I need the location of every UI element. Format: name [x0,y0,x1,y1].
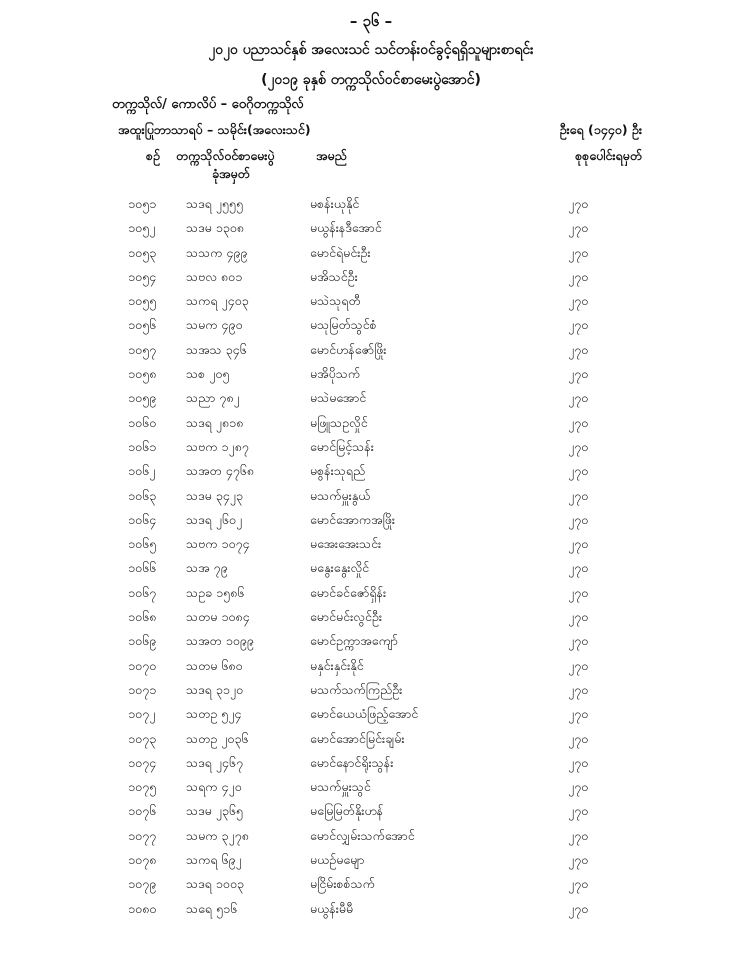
candidate-number-cell: သတမ ၆၈၀ [186,657,243,673]
name-cell: မောင်ဟန်ဇော်ဖြိုး [310,341,387,357]
serial-cell: ၁၀၇၇ [128,827,157,843]
name-cell: မယွန်းနဒီအောင် [310,220,382,236]
name-cell: မောင်ရဲမင်းဦး [310,244,371,260]
candidate-number-cell: သအ ၇၉ [186,560,228,576]
name-cell: မောင်အောကအဖြိုး [310,511,396,527]
name-cell: မသဲမအောင် [310,390,367,406]
marks-cell: ၂၇၀ [568,244,589,260]
serial-cell: ၁၀၅၄ [128,268,157,284]
name-cell: မနွေးနွေးလှိုင် [310,560,370,576]
serial-cell: ၁၀၆၁ [128,438,157,454]
name-cell: မငြိမ်းစစ်သက် [310,876,375,892]
serial-cell: ၁၀၆၅ [128,536,157,552]
serial-cell: ၁၀၆၂ [128,463,156,479]
marks-cell: ၂၇၀ [568,779,589,795]
serial-cell: ၁၀၇၂ [128,706,156,722]
name-column-header: အမည် [316,148,347,163]
table-row [0,678,742,702]
marks-cell: ၂၇၀ [568,463,589,479]
serial-cell: ၁၀၆၀ [128,414,157,430]
marks-cell: ၂၇၀ [568,414,589,430]
marks-cell: ၂၇၀ [568,511,589,527]
candidate-number-cell: သဒမ ၁၃၀၈ [186,220,244,236]
name-cell: မောင်လျှမ်းသက်အောင် [310,827,415,843]
serial-cell: ၁၀၇၈ [128,852,157,868]
marks-cell: ၂၇၀ [568,633,589,649]
name-cell: မောင်နောင်ရိုးသွန်း [310,754,394,770]
table-row [0,775,742,799]
marks-cell: ၂၇၀ [568,341,589,357]
marks-cell: ၂၇၀ [568,730,589,746]
candidate-number-cell: သဒရ ၁၀၀၃ [186,876,244,892]
name-cell: မမြေမြတ်နိုးဟန် [310,803,384,819]
marks-cell: ၂၇၀ [568,220,589,236]
table-row [0,556,742,580]
total-count-header: ဦးရေ (၁၄၄၀) ဦး [559,122,642,137]
serial-cell: ၁၀၆၇ [128,584,157,600]
table-row [0,192,742,216]
table-row [0,848,742,872]
table-row [0,654,742,678]
table-row [0,362,742,386]
serial-cell: ၁၀၅၂ [128,220,156,236]
name-cell: မအေးအေးသင်း [310,536,382,552]
candidate-number-cell: သဗလ ၈၀၁ [186,268,243,284]
candidate-number-column-header-line-2: ခုံအမှတ် [212,166,250,181]
table-row [0,799,742,823]
serial-cell: ၁၀၆၃ [128,487,157,503]
table-row [0,386,742,410]
marks-cell: ၂၇၀ [568,657,589,673]
serial-cell: ၁၀၅၈ [128,366,157,382]
name-cell: မသဲသုရတီ [310,293,361,309]
candidate-number-cell: သတဥ ၂၀၃၆ [186,730,249,746]
name-cell: မစွန်းသုရည် [310,463,366,479]
table-row [0,313,742,337]
name-cell: မဖြူသဥလှိုင် [310,414,368,430]
candidate-number-cell: သဒရ ၂၄၆၇ [186,754,243,770]
candidate-number-cell: သတဥ ၅၂၄ [186,706,242,722]
table-row [0,629,742,653]
serial-cell: ၁၀၇၁ [128,681,157,697]
document-title: ၂၀၂၀ ပညာသင်နှစ် အလေးသင် သင်တန်းဝင်ခွင့်ရရှိသူများစာရင်း [208,42,534,58]
candidate-number-cell: သဥခ ၁၅၈၆ [186,584,245,600]
name-cell: မောင်မင်းလွင်ဦး [310,609,383,625]
table-row [0,532,742,556]
serial-column-header: စဉ် [146,148,160,163]
serial-cell: ၁၀၅၉ [128,390,157,406]
name-cell: မစန်းယုနိုင် [310,196,360,211]
candidate-number-cell: သအတ ၁၀၉၉ [186,633,254,649]
document-subtitle: (၂၀၁၉ ခုနှစ် တက္ကသိုလ်ဝင်စာမေးပွဲအောင်) [261,72,481,88]
serial-cell: ၁၀၅၃ [128,244,157,260]
table-row [0,484,742,508]
marks-cell: ၂၇၀ [568,706,589,722]
serial-cell: ၁၀၈၀ [128,900,157,916]
marks-cell: ၂၇၀ [568,827,589,843]
serial-cell: ၁၀၇၄ [128,754,157,770]
candidate-number-cell: သဒရ ၂၈၁၈ [186,414,244,430]
candidate-number-cell: သဒမ ၂၃၆၅ [186,803,243,819]
candidate-number-cell: သညာ ၇၈၂ [186,390,240,406]
candidate-number-cell: သဗက ၁၂၈၇ [186,438,249,454]
name-cell: မောင်ယေယံဖြည့်အောင် [310,706,419,722]
serial-cell: ၁၀၅၇ [128,341,157,357]
candidate-number-cell: သဒမ ၃၄၂၃ [186,487,243,503]
candidate-number-cell: သသက ၄၉၉ [186,244,248,260]
marks-cell: ၂၇၀ [568,487,589,503]
candidate-number-cell: သတမ ၁၀၈၄ [186,609,250,625]
name-cell: မယွန်းမီမီ [310,900,354,916]
marks-cell: ၂၇၀ [568,584,589,600]
name-cell: မောင်အောင်မြင်းချမ်း [310,730,405,746]
marks-cell: ၂၇၀ [568,900,589,916]
name-cell: မသုမြတ်သွင်စံ [310,317,377,333]
table-row [0,727,742,751]
candidate-number-cell: သရက ၄၂၀ [186,779,242,795]
university-line: တက္ကသိုလ်/ ကောလိပ် – ဝေဂိုတက္ကသိုလ် [112,97,304,112]
table-row [0,216,742,240]
marks-cell: ၂၇၀ [568,609,589,625]
name-cell: မောင်မြင့်သန်း [310,438,374,454]
name-cell: မသက်မှူးနွယ် [310,487,371,503]
candidate-number-cell: သကရ ၆၉၂ [186,852,242,868]
marks-cell: ၂၇၀ [568,438,589,454]
candidate-number-cell: သဒရ ၂၅၅၅ [186,196,243,211]
table-row [0,338,742,362]
table-row [0,508,742,532]
marks-column-header: စုစုပေါင်းရမှတ် [575,148,642,163]
serial-cell: ၁၀၇၉ [128,876,157,892]
serial-cell: ၁၀၆၄ [128,511,157,527]
candidate-number-cell: သမက ၃၂၇၈ [186,827,249,843]
candidate-number-cell: သစ ၂၀၅ [186,366,230,382]
marks-cell: ၂၇၀ [568,268,589,284]
name-cell: မောင်ခင်ဇော်ရှိန်း [310,584,387,600]
table-row [0,265,742,289]
table-row [0,459,742,483]
marks-cell: ၂၇၀ [568,196,589,211]
candidate-number-cell: သကရ ၂၄၀၃ [186,293,249,309]
serial-cell: ၁၀၅၆ [128,317,157,333]
table-row [0,824,742,848]
serial-cell: ၁၀၆၉ [128,633,157,649]
table-row [0,289,742,313]
marks-cell: ၂၇၀ [568,293,589,309]
candidate-number-column-header: တက္ကသိုလ်ဝင်စာမေးပွဲ [176,148,275,163]
major-subject-header: အထူးပြုဘာသာရပ် – သမိုင်း(အလေးသင်) [118,122,311,137]
marks-cell: ၂၇၀ [568,876,589,892]
marks-cell: ၂၇၀ [568,390,589,406]
results-table [0,192,742,921]
candidate-number-cell: သမက ၄၉၀ [186,317,243,333]
table-row [0,702,742,726]
name-cell: မယဉ်မမျော [310,852,365,868]
candidate-number-cell: သအသ ၃၄၆ [186,341,247,357]
table-row [0,411,742,435]
name-cell: မအိပိုသက် [310,366,361,382]
serial-cell: ၁၀၇၅ [128,779,157,795]
table-row [0,435,742,459]
serial-cell: ၁၀၆၈ [128,609,157,625]
marks-cell: ၂၇၀ [568,536,589,552]
name-cell: မောင်ဥက္ကာအကျော် [310,633,398,649]
serial-cell: ၁၀၇၆ [128,803,157,819]
name-cell: မသက်မှူးသွင် [310,779,371,795]
name-cell: မသက်သက်ကြည်ဦး [310,681,403,697]
candidate-number-cell: သဒရ ၂၆၀၂ [186,511,243,527]
name-cell: မနှင်းနှင်းနိုင် [310,657,364,673]
name-cell: မအိသင်ဦး [310,268,358,284]
marks-cell: ၂၇၀ [568,317,589,333]
table-row [0,897,742,921]
table-row [0,872,742,896]
page-number: – ၃၆ – [349,12,393,30]
table-row [0,581,742,605]
serial-cell: ၁၀၇၀ [128,657,157,673]
marks-cell: ၂၇၀ [568,754,589,770]
serial-cell: ၁၀၅၅ [128,293,157,309]
candidate-number-cell: သဗက ၁၀၇၄ [186,536,250,552]
table-row [0,605,742,629]
candidate-number-cell: သရေ ၅၁၆ [186,900,238,916]
table-row [0,241,742,265]
marks-cell: ၂၇၀ [568,852,589,868]
marks-cell: ၂၇၀ [568,366,589,382]
marks-cell: ၂၇၀ [568,681,589,697]
candidate-number-cell: သဒရ ၃၁၂၀ [186,681,243,697]
table-row [0,751,742,775]
serial-cell: ၁၀၅၁ [128,196,157,211]
serial-cell: ၁၀၆၆ [128,560,157,576]
marks-cell: ၂၇၀ [568,560,589,576]
candidate-number-cell: သအတ ၄၇၆၈ [186,463,254,479]
marks-cell: ၂၇၀ [568,803,589,819]
serial-cell: ၁၀၇၃ [128,730,157,746]
